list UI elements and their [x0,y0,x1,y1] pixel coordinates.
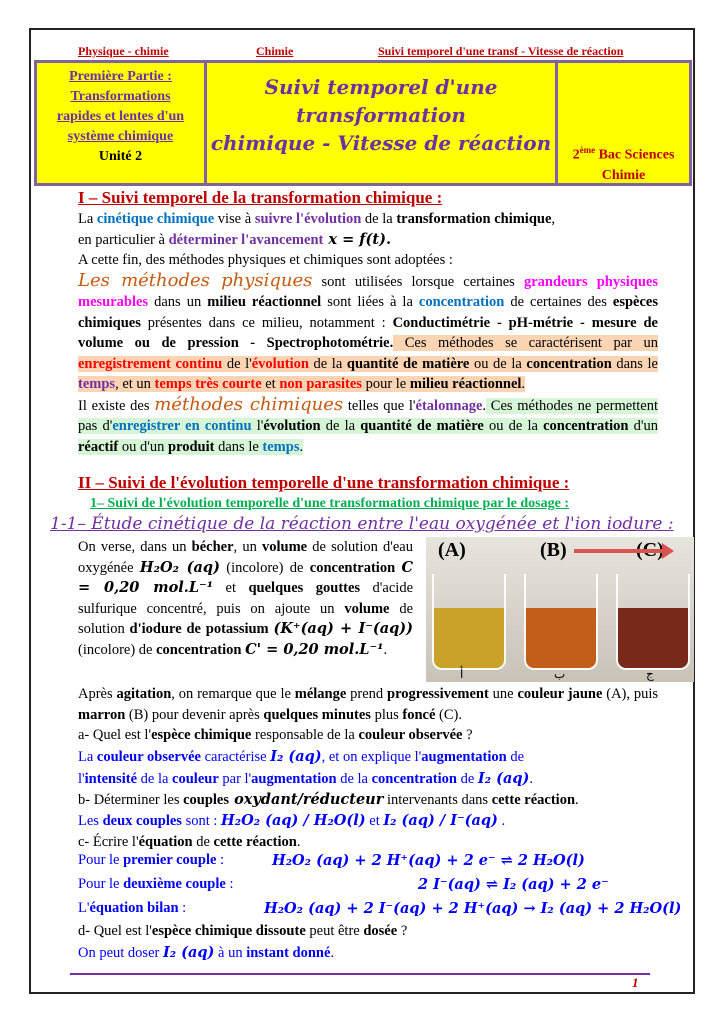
arabic-label-c: ج [646,667,654,681]
experiment-text: On verse, dans un bécher, un volume de solution d'eau oxygénée H₂O₂ (aq) (incolore) de concentration C = 0,20 mol.L⁻¹ et quelques gouttes d'acide sulfurique concentré, puis on ajoute un volume de solution d'iodure de potassium (K⁺(aq) + I⁻(aq)) (incolore) de concentration C' = 0,20 mol.L⁻¹. [78,539,414,658]
overall-equation: L'équation bilan : H₂O₂ (aq) + 2 I⁻(aq) + 2 H⁺(aq) → I₂ (aq) + 2 H₂O(l) [78,900,682,917]
liquid-b [526,608,596,668]
section1-body [78,209,658,457]
question-d: d- Quel est l'espèce chimique dissoute peut être dosée ? [78,923,408,939]
page-number: 1 [632,975,639,990]
answer-a-line2: l'intensité de la couleur par l'augmentation de la concentration de I₂ (aq). [78,769,533,787]
half-equation-2: Pour le deuxième couple : 2 I⁻(aq) ⇌ I₂ (aq) + 2 e⁻ [78,876,609,893]
beaker-a [432,574,506,670]
title-banner [34,60,692,186]
answer-d: On peut doser I₂ (aq) à un instant donné. [78,943,335,961]
footer-divider [70,973,650,975]
part-line: système chimique [67,129,174,144]
subsection-1-1: 1-1– Étude cinétique de la réaction entre l'eau oxygénée et l'ion iodure : [50,514,674,534]
equation-2: 2 I⁻(aq) ⇌ I₂ (aq) + 2 e⁻ [418,876,609,893]
section2-title: II – Suivi de l'évolution temporelle d'une transformation chimique : [78,473,570,492]
progression-arrow [574,549,664,553]
intro-line: en particulier à déterminer l'avancement x = f(t). [78,230,391,248]
running-header [30,44,694,60]
level-num: 2 [572,147,580,163]
title-line: chimique - Vitesse de réaction [210,131,552,155]
intro-line: La cinétique chimique vise à suivre l'évolution de la transformation chimique, [78,211,556,227]
beaker-c [616,574,690,670]
header-left: Physique - chimie [78,44,169,58]
part-line: Première Partie : [69,69,172,84]
answer-a-line1: La couleur observée caractérise I₂ (aq), et on explique l'augmentation de [78,747,525,765]
title-line: Suivi temporel d'une transformation [264,75,498,127]
questions-d [78,921,658,964]
arabic-label-b: ب [554,667,566,681]
chemical-methods-paragraph: Il existe des méthodes chimiques telles que l'étalonnage. Ces méthodes ne permettent pas d'enregistrer en continu l'évolution de la quantité de matière ou de la concentration d'un réactif ou d'un produit dans le temps. [78,393,658,455]
level-sup: ème [579,145,596,155]
unit-label: Unité 2 [98,149,143,164]
equation-1: H₂O₂ (aq) + 2 H⁺(aq) + 2 e⁻ ⇌ 2 H₂O(l) [272,852,585,869]
question-b: b- Déterminer les couples oxydant/réducteur intervenants dans cette réaction. [78,790,579,808]
banner-title [207,63,558,183]
subsection-1: 1– Suivi de l'évolution temporelle d'une transformation chimique par le dosage : [90,496,569,511]
physical-methods-paragraph: Les méthodes physiques sont utilisées lorsque certaines grandeurs physiques mesurables dans un milieu réactionnel sont liées à la concentration de certaines des espèces chimiques présentes dans ce milieu, notamment : Conductimétrie - pH-métrie - mesure de volume ou de pression - Spectrophotométrie. Ces méthodes se caractérisent par un enregistrement continu de l'évolution de la quantité de matière ou de la concentration dans le temps, et un temps très courte et non parasites pour le milieu réactionnel. [78,269,659,392]
intro-line: A cette fin, des méthodes physiques et chimiques sont adoptées : [78,252,453,268]
label-a: (A) [438,539,466,561]
subject-label: Chimie [601,167,646,183]
answer-b: Les deux couples sont : H₂O₂ (aq) / H₂O(l) et I₂ (aq) / I⁻(aq) . [78,812,506,829]
equation-3: H₂O₂ (aq) + 2 I⁻(aq) + 2 H⁺(aq) → I₂ (aq) + 2 H₂O(l) [264,900,682,917]
banner-level [558,63,689,183]
section1-title: I – Suivi temporel de la transformation chimique : [78,188,443,207]
arabic-label-a: أ [460,667,464,681]
part-line: Transformations [70,89,171,104]
questions-block [78,725,658,853]
beakers-photo [426,537,694,682]
header-center: Chimie [256,44,294,58]
part-line: rapides et lentes d'un [56,109,185,124]
beaker-b [524,574,598,670]
liquid-a [434,608,504,668]
question-c: c- Écrire l'équation de cette réaction. [78,834,301,850]
level-rest: Bac Sciences [595,147,675,163]
observation-text: Après agitation, on remarque que le mélange prend progressivement une couleur jaune (A), puis marron (B) pour devenir après quelques minutes plus foncé (C). [78,686,659,723]
question-a: a- Quel est l'espèce chimique responsable de la couleur observée ? [78,727,473,743]
liquid-c [618,608,688,668]
level-line [558,140,689,166]
header-right: Suivi temporel d'une transf - Vitesse de réaction [378,44,624,58]
banner-part [37,63,207,183]
half-equation-1: Pour le premier couple : H₂O₂ (aq) + 2 H⁺(aq) + 2 e⁻ ⇌ 2 H₂O(l) [78,852,585,869]
label-b: (B) [540,539,567,561]
